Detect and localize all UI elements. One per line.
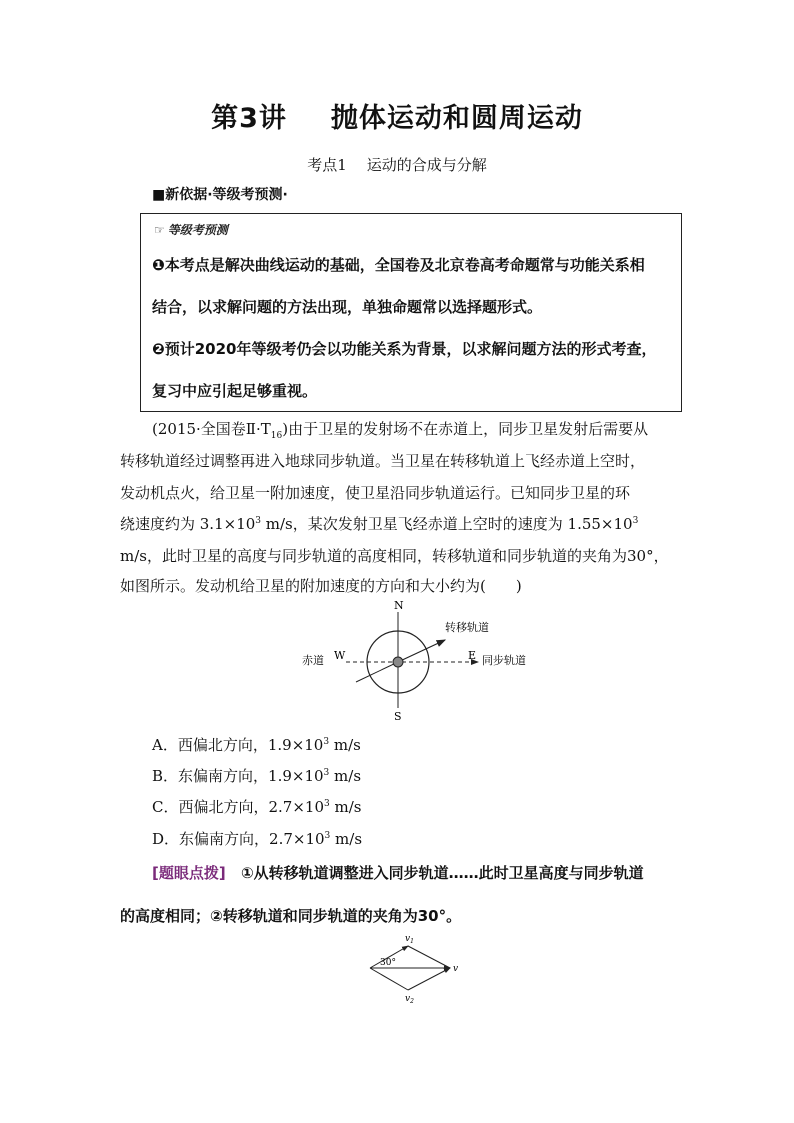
velocity-diagram — [360, 932, 470, 1004]
option-d[interactable] — [152, 828, 362, 849]
option-b-text: B．东偏南方向，1.9×10 — [152, 767, 324, 785]
hint-line-1 — [152, 862, 644, 883]
transfer-orbit-label: 转移轨道 — [445, 621, 489, 634]
west-label: W — [334, 649, 346, 662]
question-line-1-text: )由于卫星的发射场不在赤道上，同步卫星发射后需要从 — [282, 420, 649, 438]
question-line-4-sup1: 3 — [255, 516, 262, 526]
option-b-unit: m/s — [329, 767, 362, 785]
satellite-dot — [393, 657, 403, 667]
forecast-p2-line2: 复习中应引起足够重视。 — [152, 382, 318, 400]
question-line-2: 转移轨道经过调整再进入地球同步轨道。当卫星在转移轨道上飞经赤道上空时， — [120, 452, 646, 470]
lower-side — [370, 968, 408, 990]
equator-label: 赤道 — [302, 654, 324, 667]
lecture-topic: 抛体运动和圆周运动 — [330, 103, 583, 134]
east-label: E — [468, 649, 477, 662]
option-b[interactable] — [152, 765, 361, 786]
question-line-5: m/s，此时卫星的高度与同步轨道的高度相同，转移轨道和同步轨道的夹角为30°， — [120, 547, 669, 565]
hint-line-2: 的高度相同；②转移轨道和同步轨道的夹角为30°。 — [120, 907, 462, 925]
question-line-4 — [120, 513, 638, 534]
hint-tag: [题眼点拨] — [152, 864, 226, 882]
option-a[interactable] — [152, 734, 361, 755]
v1-label: $v_1$ — [405, 934, 414, 945]
option-a-unit: m/s — [329, 736, 361, 754]
option-c-unit: m/s — [329, 798, 362, 816]
question-line-4-b: m/s，某次发射卫星飞经赤道上空时的速度为 1.55×10 — [261, 515, 633, 533]
sync-orbit-label: 同步轨道 — [482, 654, 526, 667]
lecture-number: 第3讲 — [211, 103, 287, 134]
transfer-orbit-back — [356, 662, 398, 682]
angle-label: 30° — [380, 958, 396, 968]
page-title — [0, 96, 794, 135]
forecast-badge — [154, 221, 228, 238]
subtitle — [0, 154, 794, 175]
question-line-3: 发动机点火，给卫星一附加速度，使卫星沿同步轨道运行。已知同步卫星的环 — [120, 484, 631, 502]
option-a-sup: 3 — [323, 737, 330, 747]
v2-vector — [408, 968, 450, 990]
forecast-badge-label: 等级考预测 — [167, 223, 228, 237]
option-a-text: A．西偏北方向，1.9×10 — [152, 736, 324, 754]
v1-to-v — [408, 946, 450, 968]
option-b-sup: 3 — [323, 768, 330, 778]
south-label: S — [394, 710, 402, 723]
forecast-p2-line1: ❷预计2020年等级考仍会以功能关系为背景，以求解问题方法的形式考查， — [152, 340, 657, 358]
subtitle-text: 运动的合成与分解 — [366, 156, 487, 174]
question-source: (2015·全国卷Ⅱ·T — [152, 420, 271, 438]
v-label: v — [453, 964, 459, 974]
forecast-p1-line2: 结合，以求解问题的方法出现，单独命题常以选择题形式。 — [152, 298, 543, 316]
north-label: N — [394, 599, 404, 612]
option-c[interactable] — [152, 796, 361, 817]
v2-label: $v_2$ — [405, 994, 414, 1004]
transfer-orbit-arrow — [398, 640, 445, 662]
question-line-4-a: 绕速度约为 3.1×10 — [120, 515, 256, 533]
option-d-sup: 3 — [324, 831, 331, 841]
question-source-sub: 16 — [270, 431, 283, 441]
question-line-6: 如图所示。发动机给卫星的附加速度的方向和大小约为( ) — [120, 577, 522, 595]
question-line-4-sup2: 3 — [632, 516, 639, 526]
forecast-p1-line1: ❶本考点是解决曲线运动的基础，全国卷及北京卷高考命题常与功能关系相 — [152, 256, 645, 274]
subtitle-point: 考点1 — [307, 156, 347, 174]
option-c-text: C．西偏北方向，2.7×10 — [152, 798, 324, 816]
pointing-hand-icon: ☞ — [154, 223, 165, 237]
question-line-1 — [152, 418, 648, 441]
option-d-unit: m/s — [330, 830, 363, 848]
option-d-text: D．东偏南方向，2.7×10 — [152, 830, 325, 848]
hint-line-1-text: ①从转移轨道调整进入同步轨道……此时卫星高度与同步轨道 — [240, 864, 644, 882]
orbit-diagram — [290, 598, 540, 726]
section-heading: ■新依据·等级考预测· — [152, 187, 288, 203]
option-c-sup: 3 — [324, 799, 330, 809]
